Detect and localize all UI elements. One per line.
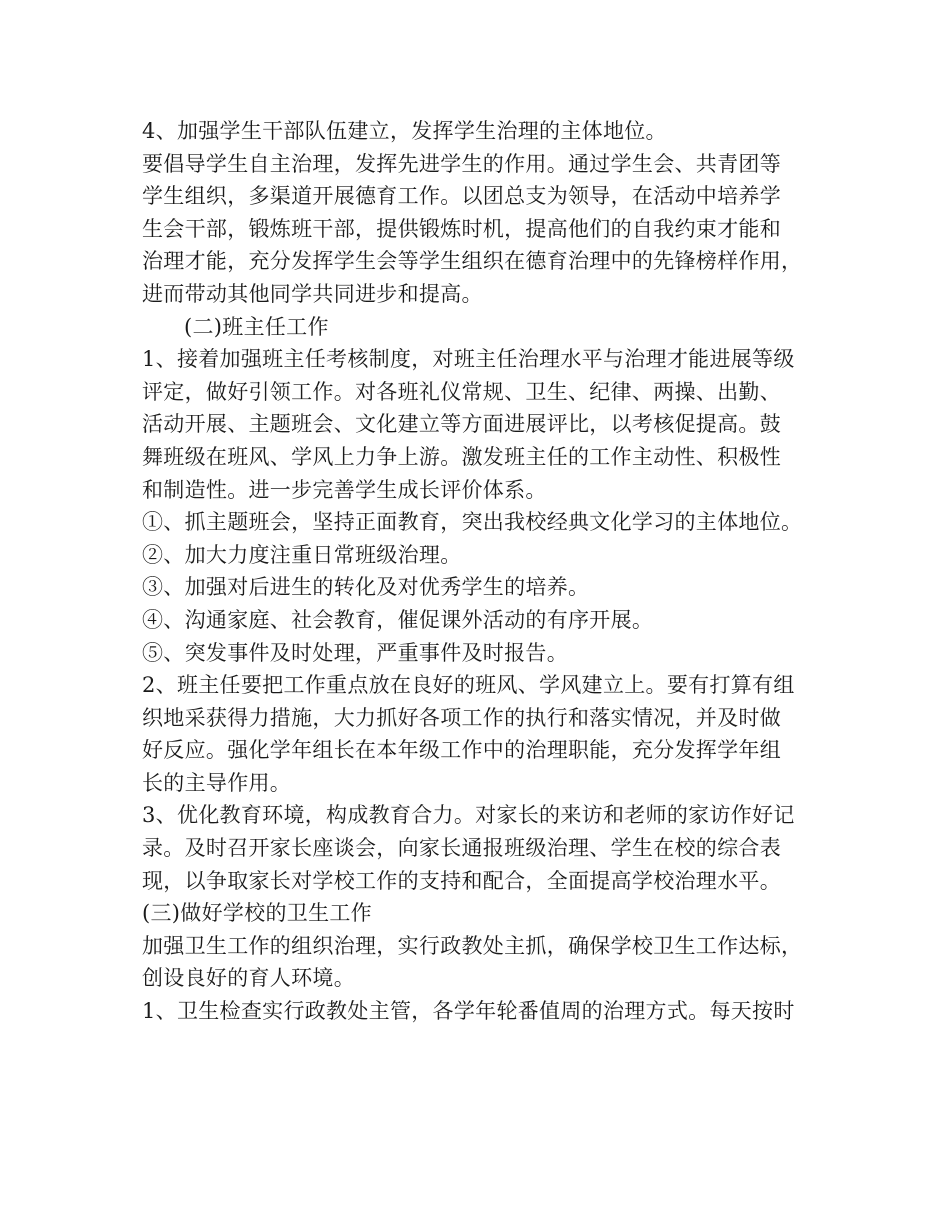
text-line: 1、接着加强班主任考核制度，对班主任治理水平与治理才能进展等级 — [142, 347, 795, 372]
text-line: 要倡导学生自主治理，发挥先进学生的作用。通过学生会、共青团等 — [142, 151, 781, 176]
text-line: 生会干部，锻炼班干部，提供锻炼时机，提高他们的自我约束才能和 — [142, 216, 781, 241]
list-item: ①、抓主题班会，坚持正面教育，突出我校经典文化学习的主体地位。 — [142, 510, 803, 535]
text-line: 和制造性。进一步完善学生成长评价体系。 — [142, 477, 547, 502]
text-line: 进而带动其他同学共同进步和提高。 — [142, 281, 483, 306]
section-heading: (二)班主任工作 — [184, 314, 329, 339]
list-item: ⑤、突发事件及时处理，严重事件及时报告。 — [142, 640, 568, 665]
text-line: 现，以争取家长对学校工作的支持和配合，全面提高学校治理水平。 — [142, 868, 781, 893]
text-line: 治理才能，充分发挥学生会等学生组织在德育治理中的先锋榜样作用， — [142, 249, 803, 274]
document-body — [142, 115, 842, 1028]
text-line: 舞班级在班风、学风上力争上游。激发班主任的工作主动性、积极性 — [142, 444, 781, 469]
text-line: 评定，做好引领工作。对各班礼仪常规、卫生、纪律、两操、出勤、 — [142, 379, 781, 404]
text-line: 2、班主任要把工作重点放在良好的班风、学风建立上。要有打算有组 — [142, 673, 795, 698]
list-item: ④、沟通家庭、社会教育，催促课外活动的有序开展。 — [142, 607, 654, 632]
text-line: 录。及时召开家长座谈会，向家长通报班级治理、学生在校的综合表 — [142, 836, 781, 861]
text-line: 1、卫生检查实行政教处主管，各学年轮番值周的治理方式。每天按时 — [142, 999, 795, 1024]
text-line: 活动开展、主题班会、文化建立等方面进展评比，以考核促提高。鼓 — [142, 412, 781, 437]
text-line: 织地采获得力措施，大力抓好各项工作的执行和落实情况，并及时做 — [142, 705, 781, 730]
list-item: ③、加强对后进生的转化及对优秀学生的培养。 — [142, 575, 590, 600]
text-line: 4、加强学生干部队伍建立，发挥学生治理的主体地位。 — [142, 119, 667, 143]
text-line: 加强卫生工作的组织治理，实行政教处主抓，确保学校卫生工作达标， — [142, 933, 803, 958]
text-line: 好反应。强化学年组长在本年级工作中的治理职能，充分发挥学年组 — [142, 738, 781, 763]
text-line: 长的主导作用。 — [142, 770, 292, 795]
text-line: 学生组织，多渠道开展德育工作。以团总支为领导，在活动中培养学 — [142, 184, 781, 209]
text-line: 创设良好的育人环境。 — [142, 966, 355, 991]
section-heading: (三)做好学校的卫生工作 — [142, 901, 372, 926]
text-line: 3、优化教育环境，构成教育合力。对家长的来访和老师的家访作好记 — [142, 803, 795, 828]
list-item: ②、加大力度注重日常班级治理。 — [142, 542, 462, 567]
